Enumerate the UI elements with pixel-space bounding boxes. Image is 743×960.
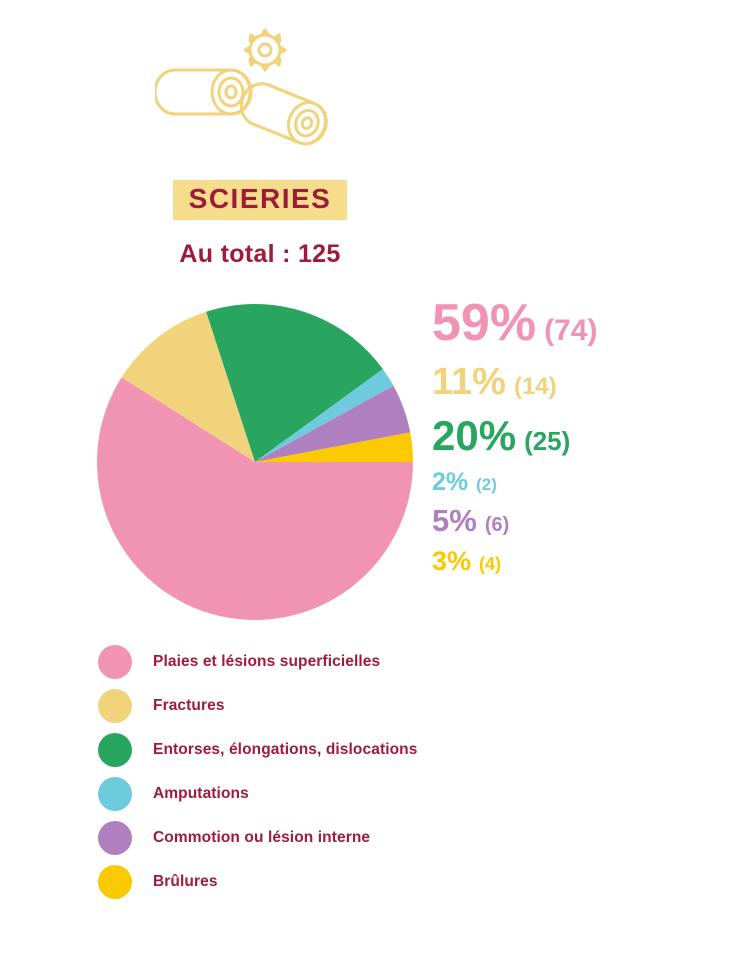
legend-item-entorses [98,728,658,772]
percent-value-amputations: 2% [432,467,469,496]
percent-value-commotion: 5% [432,502,477,538]
legend-item-plaies [98,640,658,684]
percent-value-brulures: 3% [432,546,472,577]
legend-label-amputations: Amputations [153,785,249,802]
legend-color-dot-plaies [98,645,132,679]
percent-count-plaies: (74) [544,314,598,347]
pie-chart [95,302,415,622]
percent-count-fractures: (14) [513,372,557,400]
percent-value-fractures: 11% [432,360,506,403]
legend-label-fractures: Fractures [153,697,225,714]
percent-value-plaies: 59% [432,294,537,352]
chart-legend [98,640,658,904]
percent-count-entorses: (25) [524,426,571,457]
legend-color-dot-fractures [98,689,132,723]
legend-item-commotion [98,816,658,860]
legend-label-plaies: Plaies et lésions superficielles [153,653,381,670]
percent-row-entorses [432,414,732,458]
percent-label-list [432,296,732,576]
legend-label-commotion: Commotion ou lésion interne [153,829,371,846]
percent-row-fractures [432,360,732,403]
legend-item-fractures [98,684,658,728]
pie-slice-group [97,304,413,620]
legend-color-dot-amputations [98,777,132,811]
legend-item-amputations [98,772,658,816]
legend-color-dot-brulures [98,865,132,899]
legend-item-brulures [98,860,658,904]
percent-value-entorses: 20% [432,412,517,460]
percent-count-amputations: (2) [476,474,497,494]
page-title: SCIERIES [173,180,348,220]
legend-label-entorses: Entorses, élongations, dislocations [153,741,418,758]
legend-color-dot-entorses [98,733,132,767]
percent-row-commotion [432,502,732,538]
chart-title-block [0,180,520,269]
total-label: Au total : 125 [179,240,341,268]
percent-row-plaies [432,296,732,351]
percent-count-brulures: (4) [479,554,502,575]
sawmill-logs-illustration [155,24,365,164]
legend-color-dot-commotion [98,821,132,855]
legend-label-brulures: Brûlures [153,873,218,890]
percent-row-amputations [432,469,732,495]
percent-row-brulures [432,547,732,575]
percent-count-commotion: (6) [484,513,510,536]
